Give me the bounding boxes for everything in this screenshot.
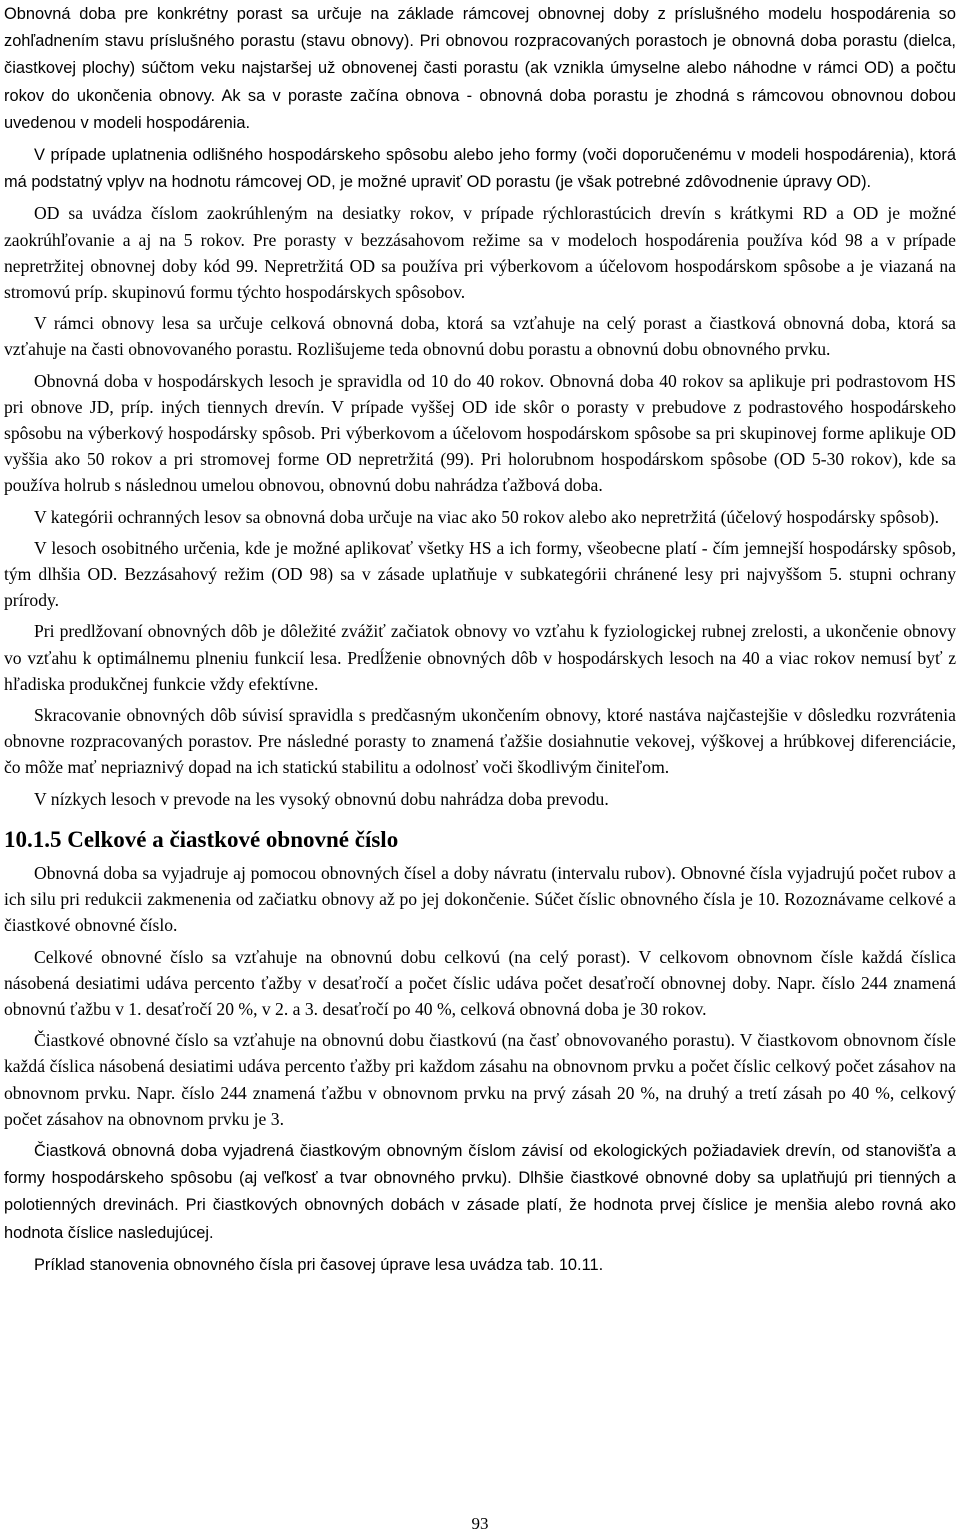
body-text-bottom	[4, 860, 956, 1278]
paragraph-text: Čiastková obnovná doba vyjadrená čiastkovým obnovným číslom závisí od ekologických požiadaviek drevín, od stanovišťa a formy hospodárskeho spôsobu (aj veľkosť a tvar obnovného prvku). Dlhšie čiastkové obnovné doby sa uplatňujú pri tienných a polotienných drevinách. Pri čiastkových obnovných dobách v zásade platí, že hodnota prvej číslice je menšia alebo rovná ako hodnota číslice nasledujúcej.	[4, 1141, 956, 1242]
paragraph	[4, 0, 956, 136]
paragraph	[4, 368, 956, 499]
paragraph	[4, 310, 956, 362]
page-number: 93	[471, 1514, 489, 1533]
paragraph-text: Pri predlžovaní obnovných dôb je dôležité zvážiť začiatok obnovy vo vzťahu k fyziologickej rubnej zrelosti, a ukončenie obnovy vo vzťahu k optimálnemu plneniu funkcií lesa. Predĺženie obnovných dôb v hospodárskych lesoch na 40 a viac rokov nemusí byť z hľadiska produkčnej funkcie vždy efektívne.	[4, 621, 956, 694]
paragraph	[4, 141, 956, 195]
paragraph-text: Pri obnovou rozpracovaných porastoch je obnovná doba porastu (dielca, čiastkovej plochy) súčtom veku najstaršej už obnovenej časti porastu (ak vznikla úmyselne alebo náhodne v rámci OD) a počtu rokov do ukončenia obnovy. Ak sa v poraste začína obnova - obnovná doba porastu je zhodná s rámcovou obnovnou dobou uvedenou v modeli hospodárenia.	[4, 32, 956, 132]
paragraph-text: Príklad stanovenia obnovného čísla pri časovej úprave lesa uvádza tab. 10.11.	[34, 1255, 604, 1274]
body-text-top	[4, 0, 956, 812]
paragraph-text: V kategórii ochranných lesov sa obnovná doba určuje na viac ako 50 rokov alebo ako nepretržitá (účelový hospodársky spôsob).	[34, 506, 939, 527]
paragraph	[4, 944, 956, 1023]
paragraph	[4, 504, 956, 530]
paragraph	[4, 1027, 956, 1132]
paragraph-text: Obnovná doba v hospodárskych lesoch je spravidla od 10 do 40 rokov. Obnovná doba 40 rokov sa aplikuje pri podrastovom HS pri obnove JD, príp. iných tiennych drevín. V prípade vyššej OD ide skôr o porasty v prebudove z podrastového hospodárskeho spôsobu na výberkový hospodársky spôsob. Pri výberkovom a účelovom hospodárskom spôsobe sa pri skupinovej forme aplikuje OD vyššia ako 50 rokov a pri stromovej forme OD nepretržitá (99). Pri holorubnom hospodárskom spôsobe (OD 5-30 rokov), kde sa používa holrub s následnou umelou obnovou, obnovnú dobu nahrádza ťažbová doba.	[4, 370, 956, 496]
paragraph	[4, 786, 956, 812]
paragraph-text: Obnovná doba pre konkrétny porast sa určuje na základe rámcovej obnovnej doby z príslušného modelu hospodárenia so zohľadnením stavu príslušného porastu (stavu obnovy).	[4, 5, 956, 51]
paragraph-text: Čiastkové obnovné číslo sa vzťahuje na obnovnú dobu čiastkovú (na časť obnovovaného porastu). V čiastkovom obnovnom čísle každá číslica násobená desiatimi udáva percento ťažby pri každom zásahu na obnovnom prvku a počet číslic celkový počet zásahov na obnovnom prvku. Napr. číslo 244 znamená ťažbu v obnovnom prvku na prvý zásah 20 %, na druhý a tretí zásah po 40 %, celkový počet zásahov na obnovnom prvku je 3.	[4, 1030, 956, 1129]
paragraph	[4, 200, 956, 305]
paragraph-text: Celkové obnovné číslo sa vzťahuje na obnovnú dobu celkovú (na celý porast). V celkovom obnovnom čísle každá číslica násobená desiatimi udáva percento ťažby v desaťročí a počet číslic udáva počet desaťročí obnovnej doby. Napr. číslo 244 znamená obnovnú ťažbu v 1. desaťročí 20 %, v 2. a 3. desaťročí po 40 %, celková obnovná doba je 30 rokov.	[4, 946, 956, 1019]
document-page	[4, 0, 956, 1536]
paragraph	[4, 618, 956, 697]
paragraph	[4, 1137, 956, 1246]
paragraph	[4, 702, 956, 781]
paragraph	[4, 535, 956, 614]
paragraph-text: V nízkych lesoch v prevode na les vysoký obnovnú dobu nahrádza doba prevodu.	[34, 788, 609, 809]
paragraph	[4, 1251, 956, 1278]
paragraph	[4, 860, 956, 939]
paragraph-text: V rámci obnovy lesa sa určuje celková obnovná doba, ktorá sa vzťahuje na celý porast a čiastková obnovná doba, ktorá sa vzťahuje na časti obnovovaného porastu. Rozlišujeme teda obnovnú dobu porastu a obnovnú dobu obnovného prvku.	[4, 313, 956, 360]
paragraph-text: V lesoch osobitného určenia, kde je možné aplikovať všetky HS a ich formy, všeobecne platí - čím jemnejší hospodársky spôsob, tým dlhšia OD. Bezzásahový režim (OD 98) sa v zásade uplatňuje v subkategórii chránené lesy pri najvyššom 5. stupni ochrany prírody.	[4, 537, 956, 611]
paragraph-text: V prípade uplatnenia odlišného hospodárskeho spôsobu alebo jeho formy (voči doporučenému v modeli hospodárenia), ktorá má podstatný vplyv na hodnotu rámcovej OD, je možné upraviť OD porastu (je však potrebné zdôvodnenie úpravy OD).	[4, 146, 956, 192]
paragraph-text: Skracovanie obnovných dôb súvisí spravidla s predčasným ukončením obnovy, ktoré nastáva najčastejšie v dôsledku rozvrátenia obnovne rozpracovaných porastov. Pre následné porasty to znamená ťažšie dosiahnutie vekovej, výškovej a hrúbkovej diferenciácie, čo môže mať nepriaznivý dopad na ich statickú stabilitu a odolnosť voči škodlivým činiteľom.	[4, 705, 956, 778]
paragraph-text: OD sa uvádza číslom zaokrúhleným na desiatky rokov, v prípade rýchlorastúcich drevín s krátkymi RD a OD je možné zaokrúhľovanie a aj na 5 rokov. Pre porasty v bezzásahovom režime sa v modeloch hospodárenia používa kód 98 a v prípade nepretržitej obnovnej doby kód 99. Nepretržitá OD sa používa pri výberkovom a účelovom hospodárskom spôsobe a je viazaná na stromovú príp. skupinovú formu týchto hospodárskych spôsobov.	[4, 203, 956, 303]
section-heading: 10.1.5 Celkové a čiastkové obnovné číslo	[4, 826, 399, 852]
paragraph-text: Obnovná doba sa vyjadruje aj pomocou obnovných čísel a doby návratu (intervalu rubov). Obnovné čísla vyjadrujú počet rubov a ich silu pri redukcii zakmenenia od začiatku obnovy až po jej dokončenie. Súčet čísliс obnovného čísla je 10. Rozoznávame celkové a čiastkové obnovné číslo.	[4, 862, 956, 936]
